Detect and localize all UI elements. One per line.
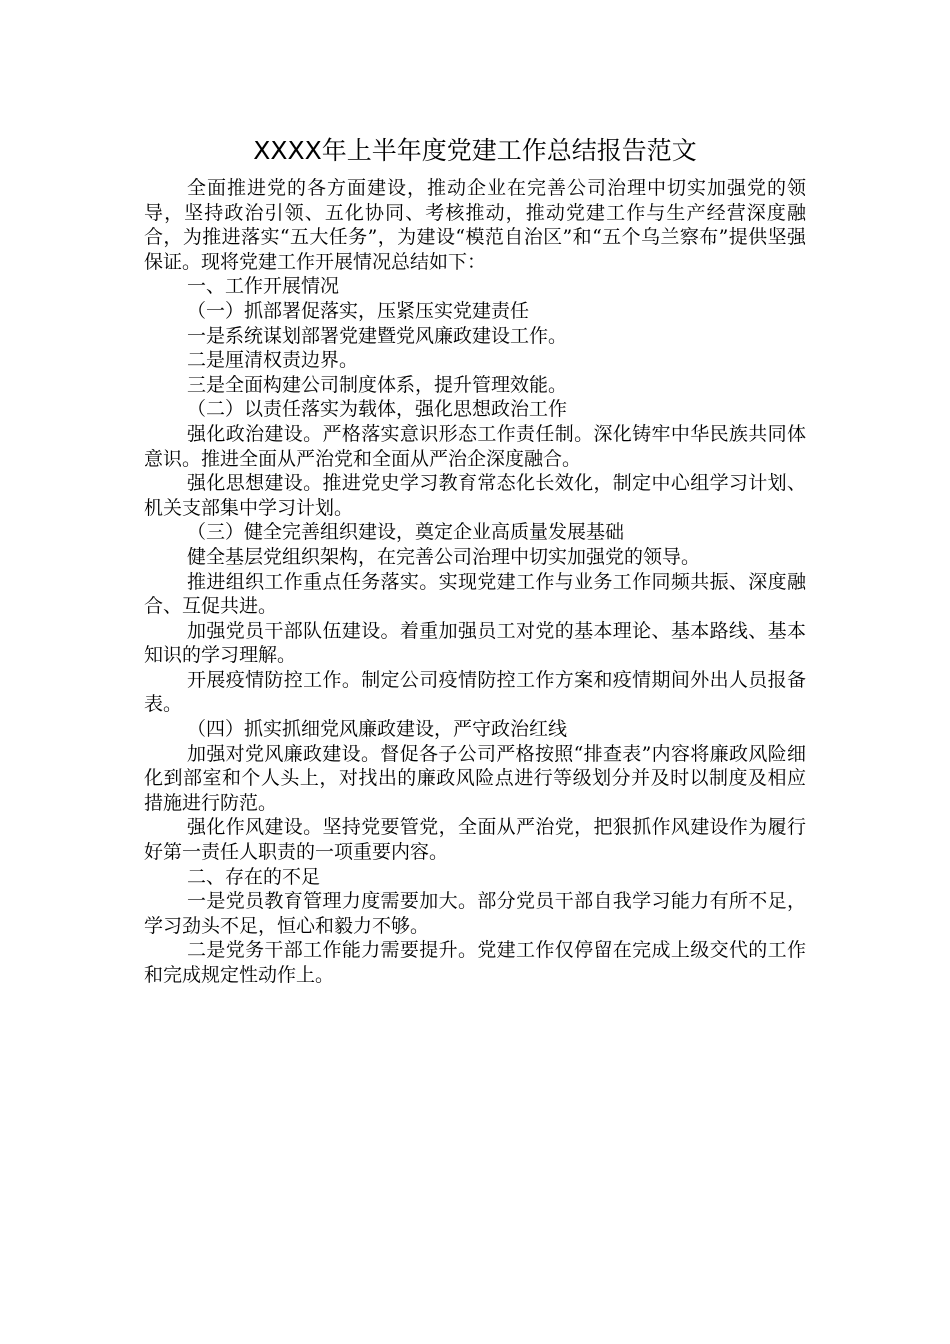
- paragraph: 二是厘清权责边界。: [187, 349, 359, 372]
- paragraph: 推进组织工作重点任务落实。实现党建工作与业务工作同频共振、深度融合、互促共进。: [144, 570, 806, 618]
- paragraph: 强化思想建设。推进党史学习教育常态化长效化，制定中心组学习计划、机关支部集中学习计划。: [144, 472, 806, 519]
- paragraph: 三是全面构建公司制度体系，提升管理效能。: [187, 373, 568, 396]
- subsection-heading-4: （四）抓实抓细党风廉政建设，严守政治红线: [187, 718, 568, 741]
- paragraph: 开展疫情防控工作。制定公司疫情防控工作方案和疫情期间外出人员报备表。: [144, 668, 806, 716]
- paragraph: 强化政治建设。严格落实意识形态工作责任制。深化铸牢中华民族共同体意识。推进全面从严治党和全面从严治企深度融合。: [144, 422, 806, 470]
- paragraph: 加强对党风廉政建设。督促各子公司严格按照“排查表”内容将廉政风险细化到部室和个人头上，对找出的廉政风险点进行等级划分并及时以制度及相应措施进行防范。: [144, 742, 806, 814]
- section-heading-shortcomings: 二、存在的不足: [187, 865, 321, 888]
- subsection-heading-2: （二）以责任落实为载体，强化思想政治工作: [187, 398, 568, 421]
- paragraph: 一是系统谋划部署党建暨党风廉政建设工作。: [187, 324, 568, 347]
- section-heading-work-progress: 一、工作开展情况: [187, 275, 340, 298]
- paragraph: 强化作风建设。坚持党要管党，全面从严治党，把狠抓作风建设作为履行好第一责任人职责的一项重要内容。: [144, 816, 806, 864]
- paragraph: 加强党员干部队伍建设。着重加强员工对党的基本理论、基本路线、基本知识的学习理解。: [144, 619, 806, 667]
- subsection-heading-1: （一）抓部署促落实，压紧压实党建责任: [187, 299, 530, 322]
- subsection-heading-3: （三）健全完善组织建设，奠定企业高质量发展基础: [187, 521, 625, 544]
- paragraph: 二是党务干部工作能力需要提升。党建工作仅停留在完成上级交代的工作和完成规定性动作上。: [144, 939, 806, 986]
- document-title: XXXX年上半年度党建工作总结报告范文: [253, 136, 697, 165]
- paragraph: 健全基层党组织架构，在完善公司治理中切实加强党的领导。: [187, 545, 701, 568]
- intro-paragraph: 全面推进党的各方面建设，推动企业在完善公司治理中切实加强党的领导，坚持政治引领、五化协同、考核推动，推动党建工作与生产经营深度融合，为推进落实“五大任务”，为建设“模范自治区”和“五个乌兰察布”提供坚强保证。现将党建工作开展情况总结如下：: [144, 177, 806, 273]
- paragraph: 一是党员教育管理力度需要加大。部分党员干部自我学习能力有所不足，学习劲头不足，恒心和毅力不够。: [144, 890, 806, 937]
- document-body: [144, 176, 806, 988]
